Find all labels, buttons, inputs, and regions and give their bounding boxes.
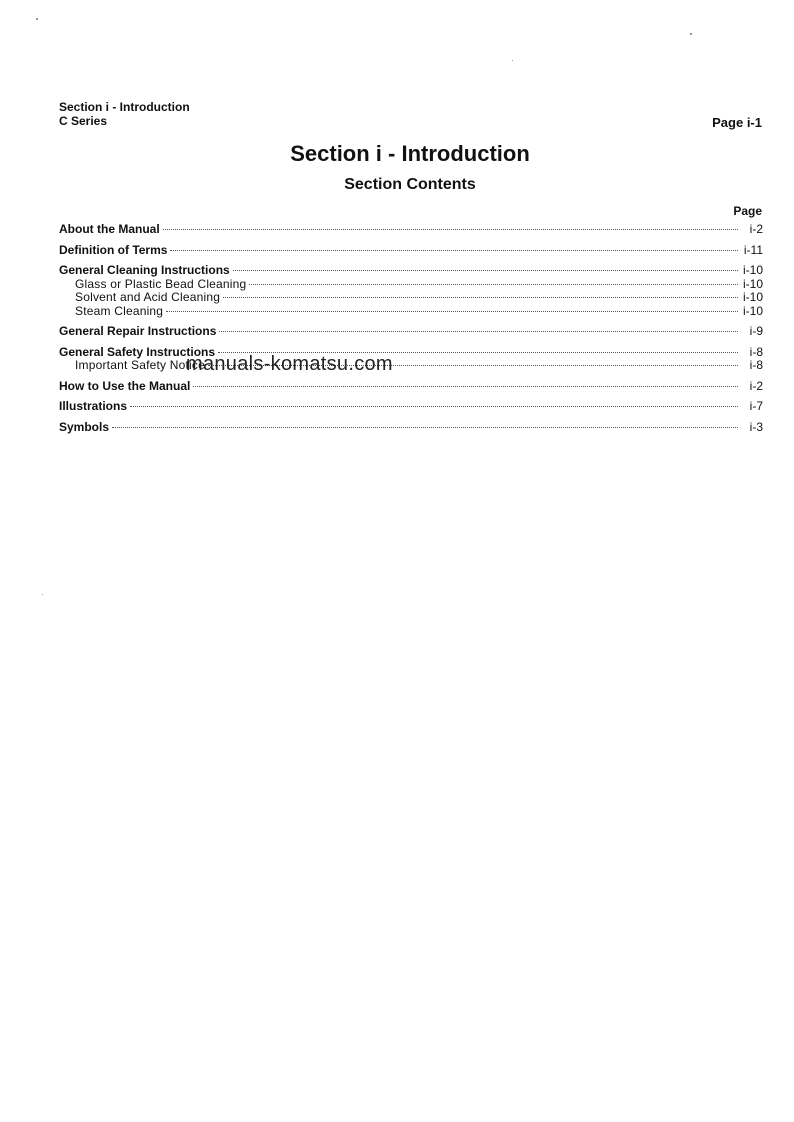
section-label: Section i - Introduction bbox=[59, 100, 190, 114]
toc-entry-page: i-3 bbox=[749, 419, 763, 434]
dot-leader bbox=[193, 386, 738, 387]
toc-entry-title: Illustrations bbox=[59, 399, 128, 413]
toc-subentry[interactable] bbox=[59, 305, 763, 319]
dot-leader bbox=[219, 331, 738, 332]
page-subtitle: Section Contents bbox=[344, 176, 476, 193]
toc-entry[interactable] bbox=[59, 244, 763, 258]
dot-leader bbox=[130, 406, 738, 407]
toc-entry[interactable] bbox=[59, 380, 763, 394]
page-column-label: Page bbox=[733, 204, 762, 218]
toc-entry-title: Solvent and Acid Cleaning bbox=[75, 290, 221, 304]
series-label: C Series bbox=[59, 114, 108, 128]
toc-entry-page: i-10 bbox=[742, 303, 763, 318]
toc-entry[interactable] bbox=[59, 264, 763, 278]
toc-entry[interactable] bbox=[59, 223, 763, 237]
toc-entry-page: i-7 bbox=[749, 399, 763, 413]
dot-leader bbox=[112, 427, 738, 428]
toc-subentry[interactable] bbox=[59, 291, 763, 305]
toc-entry-title: Symbols bbox=[59, 419, 110, 434]
dot-leader bbox=[170, 250, 738, 251]
scan-speck bbox=[512, 60, 513, 61]
toc-group bbox=[59, 264, 763, 318]
toc-entry-title: Definition of Terms bbox=[59, 242, 168, 257]
toc-entry[interactable] bbox=[59, 400, 763, 414]
running-header bbox=[59, 100, 190, 128]
toc-group bbox=[59, 380, 763, 394]
toc-entry-page: i-8 bbox=[749, 344, 763, 359]
toc-group bbox=[59, 400, 763, 414]
toc-group bbox=[59, 244, 763, 258]
scan-speck bbox=[690, 33, 692, 35]
toc-entry-page: i-9 bbox=[749, 324, 763, 338]
toc-entry-title: Important Safety Notice bbox=[75, 358, 205, 372]
toc-subentry[interactable] bbox=[59, 359, 763, 373]
dot-leader bbox=[249, 284, 738, 285]
toc-entry-page: i-2 bbox=[749, 222, 763, 236]
toc-entry-title: How to Use the Manual bbox=[59, 378, 191, 393]
toc-entry-title: General Safety Instructions bbox=[59, 344, 216, 359]
toc-entry[interactable] bbox=[59, 346, 763, 360]
dot-leader bbox=[166, 311, 738, 312]
toc-entry-page: i-10 bbox=[742, 263, 763, 277]
scan-speck bbox=[36, 18, 38, 20]
toc-entry-page: i-10 bbox=[742, 276, 763, 291]
page-title: Section i - Introduction bbox=[290, 141, 530, 166]
toc-entry[interactable] bbox=[59, 325, 763, 339]
dot-leader bbox=[223, 297, 738, 298]
toc-entry-page: i-10 bbox=[742, 290, 763, 304]
toc-entry-title: General Repair Instructions bbox=[59, 324, 217, 338]
toc-entry-title: About the Manual bbox=[59, 222, 160, 236]
toc-entry-title: General Cleaning Instructions bbox=[59, 263, 230, 277]
toc-subentry[interactable] bbox=[59, 278, 763, 292]
toc-entry-title: Steam Cleaning bbox=[75, 303, 164, 318]
page-number: Page i-1 bbox=[712, 115, 762, 130]
toc-entry-page: i-8 bbox=[749, 358, 763, 372]
toc-group bbox=[59, 223, 763, 237]
toc-entry-page: i-2 bbox=[749, 378, 763, 393]
toc-group bbox=[59, 421, 763, 435]
scan-speck bbox=[42, 594, 43, 595]
toc-entry-title: Glass or Plastic Bead Cleaning bbox=[75, 276, 247, 291]
table-of-contents bbox=[59, 223, 763, 441]
toc-group bbox=[59, 325, 763, 339]
toc-entry-page: i-11 bbox=[743, 242, 763, 257]
dot-leader bbox=[233, 270, 738, 271]
watermark-text: manuals-komatsu.com bbox=[186, 353, 393, 375]
dot-leader bbox=[163, 229, 738, 230]
toc-group bbox=[59, 346, 763, 373]
toc-entry[interactable] bbox=[59, 421, 763, 435]
